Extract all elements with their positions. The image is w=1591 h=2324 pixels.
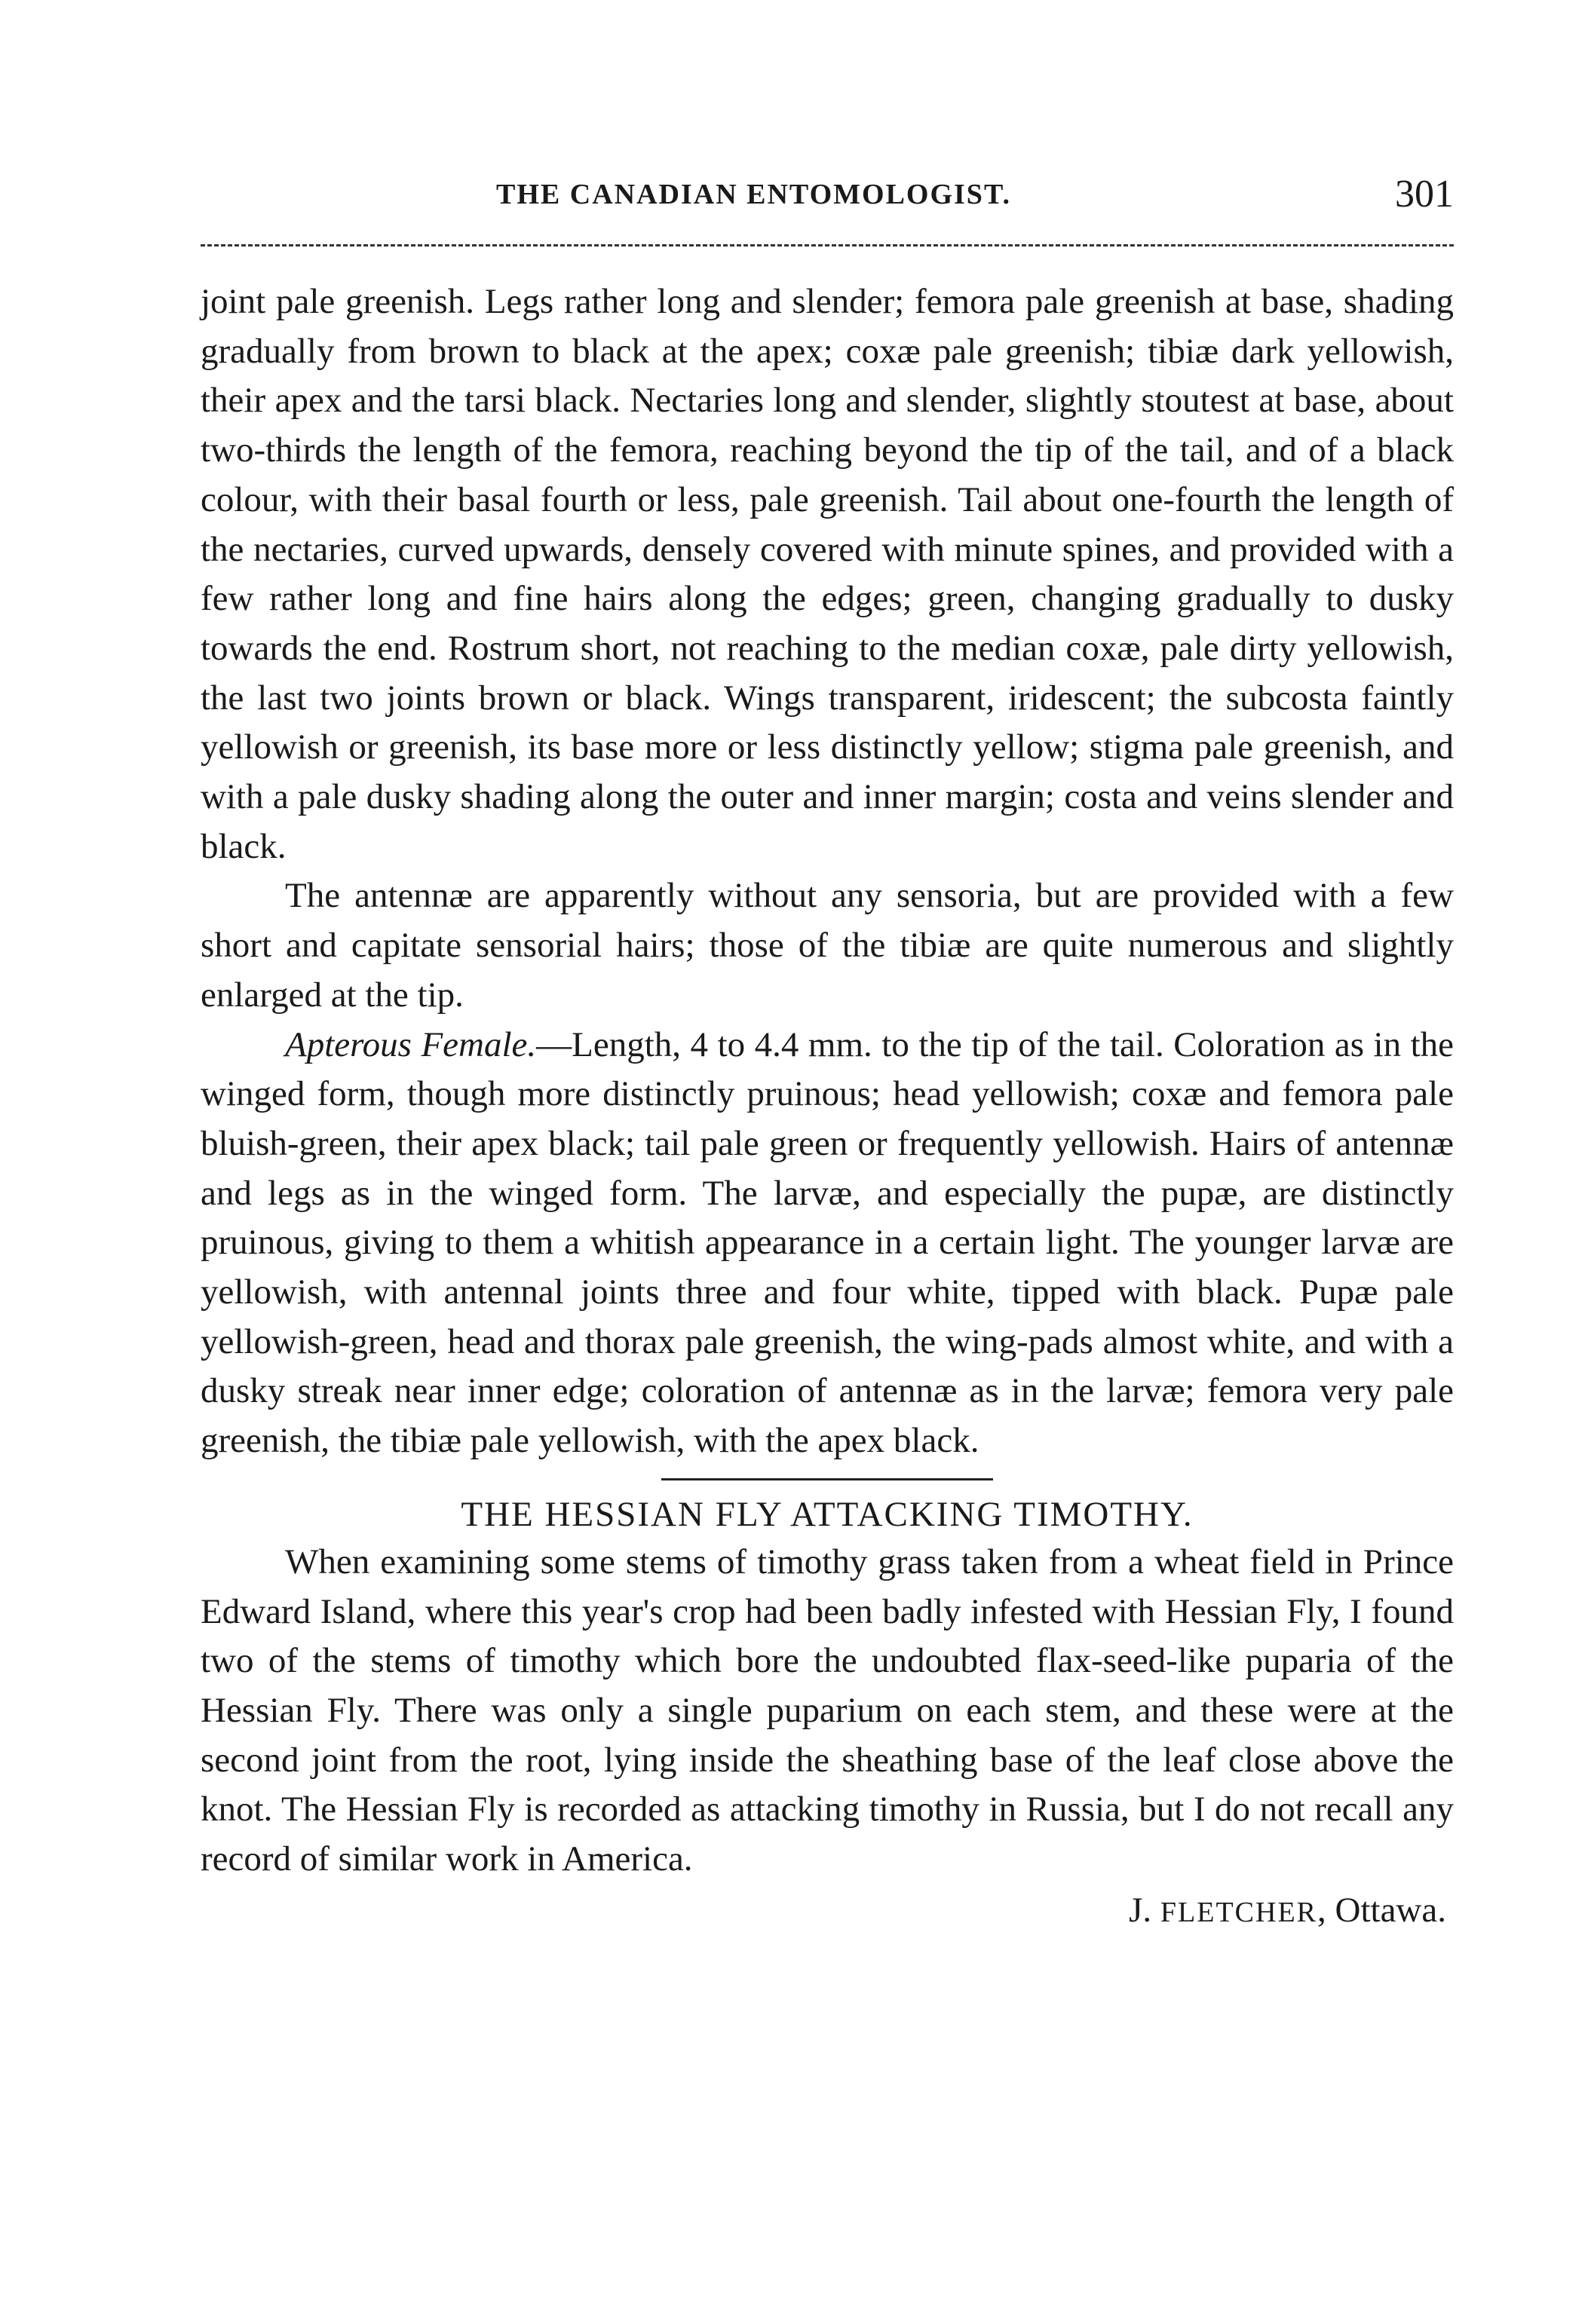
apterous-female-label: Apterous Female. bbox=[285, 1024, 537, 1064]
page-number: 301 bbox=[1395, 173, 1454, 216]
running-head bbox=[201, 172, 1454, 225]
section-divider bbox=[661, 1478, 993, 1480]
paragraph-winged-description: joint pale greenish. Legs rather long and slender; femora pale greenish at base, shading gradually from brown to black at the apex; coxæ pale greenish; tibiæ dark yellowish, their apex and the tarsi black. Nectaries long and slender, slightly stoutest at base, about two-thirds the length of the femora, reaching beyond the tip of the tail, and of a black colour, with their basal fourth or less, pale greenish. Tail about one-fourth the length of the nectaries, curved upwards, densely covered with minute spines, and provided with a few rather long and fine hairs along the edges; green, changing gradually to dusky towards the end. Rostrum short, not reaching to the median coxæ, pale dirty yellowish, the last two joints brown or black. Wings transparent, iridescent; the subcosta faintly yellowish or greenish, its base more or less distinctly yellow; stigma pale greenish, and with a pale dusky shading along the outer and inner margin; costa and veins slender and black. bbox=[201, 282, 1454, 866]
signature-initial: J. bbox=[1129, 1890, 1160, 1930]
author-signature bbox=[201, 1886, 1454, 1938]
header-rule bbox=[201, 244, 1454, 246]
paragraph-antennae: The antennæ are apparently without any sensoria, but are provided with a few short and capitate sensorial hairs; those of the tibiæ are quite numerous and slightly enlarged at the tip. bbox=[201, 876, 1454, 1015]
document-page bbox=[201, 172, 1454, 1930]
body-text bbox=[201, 277, 1454, 1973]
signature-name: FLETCHER bbox=[1160, 1896, 1318, 1928]
article-title: THE HESSIAN FLY ATTACKING TIMOTHY. bbox=[461, 1494, 1194, 1534]
paragraph-hessian-fly: When examining some stems of timothy grass taken from a wheat field in Prince Edward Island, where this year's crop had been badly infested with Hessian Fly, I found two of the stems of timothy which bore the undoubted flax-seed-like puparia of the Hessian Fly. There was only a single puparium on each stem, and these were at the second joint from the root, lying inside the sheathing base of the leaf close above the knot. The Hessian Fly is recorded as attacking timothy in Russia, but I do not recall any record of similar work in America. bbox=[201, 1542, 1454, 1879]
apterous-female-text: —Length, 4 to 4.4 mm. to the tip of the tail. Coloration as in the winged form, though more distinctly pruinous; head yellowish; coxæ and femora pale bluish-green, their apex black; tail pale green or frequently yellowish. Hairs of antennæ and legs as in the winged form. The larvæ, and especially the pupæ, are distinctly pruinous, giving to them a whitish appearance in a certain light. The younger larvæ are yellowish, with antennal joints three and four white, tipped with black. Pupæ pale yellowish-green, head and thorax pale greenish, the wing-pads almost white, and with a dusky streak near inner edge; coloration of antennæ as in the larvæ; femora very pale greenish, the tibiæ pale yellowish, with the apex black. bbox=[201, 1024, 1454, 1461]
paragraph-apterous-female bbox=[201, 1021, 1454, 1466]
journal-title: THE CANADIAN ENTOMOLOGIST. bbox=[496, 179, 1011, 210]
signature-place: , Ottawa. bbox=[1317, 1890, 1446, 1930]
